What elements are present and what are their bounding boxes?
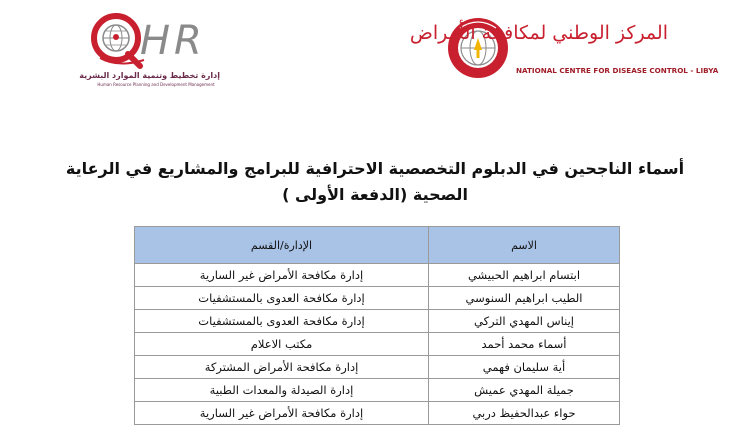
graduates-table — [134, 226, 620, 425]
hr-logo — [79, 8, 223, 88]
cell-name: إيناس المهدي التركي — [429, 310, 620, 333]
table-row — [135, 402, 620, 425]
table-header-row — [135, 227, 620, 264]
cell-department: إدارة الصيدلة والمعدات الطبية — [135, 379, 429, 402]
cell-department: إدارة مكافحة العدوى بالمستشفيات — [135, 287, 429, 310]
cell-department: إدارة مكافحة الأمراض المشتركة — [135, 356, 429, 379]
hr-logo-mark — [88, 8, 223, 70]
hr-letter-h: H — [140, 18, 171, 64]
table-row — [135, 310, 620, 333]
table-row — [135, 333, 620, 356]
cell-department: إدارة مكافحة العدوى بالمستشفيات — [135, 310, 429, 333]
cell-name: أية سليمان فهمي — [429, 356, 620, 379]
document-title-line-2: الصحية (الدفعة الأولى ) — [282, 185, 468, 204]
table-row — [135, 287, 620, 310]
cell-department: إدارة مكافحة الأمراض غير السارية — [135, 264, 429, 287]
ncdc-logo-english-text: NATIONAL CENTRE FOR DISEASE CONTROL - LIBYA — [516, 66, 719, 75]
cell-name: حواء عبدالحفيظ دربي — [429, 402, 620, 425]
cell-name: الطيب ابراهيم السنوسي — [429, 287, 620, 310]
hr-logo-arabic-text: إدارة تخطيط وتنمية الموارد البشرية — [79, 71, 220, 80]
cell-name: ابتسام ابراهيم الحبيشي — [429, 264, 620, 287]
column-header-department: الإدارة/القسم — [135, 227, 429, 264]
document-title — [60, 156, 690, 208]
ncdc-logo-arabic-text: المركز الوطني لمكافحة الأمراض — [409, 22, 668, 44]
cell-department: إدارة مكافحة الأمراض غير السارية — [135, 402, 429, 425]
ncdc-logo — [409, 16, 719, 82]
column-header-name: الاسم — [429, 227, 620, 264]
cell-department: مكتب الاعلام — [135, 333, 429, 356]
cell-name: جميلة المهدي عميش — [429, 379, 620, 402]
table-row — [135, 264, 620, 287]
hr-letter-r: R — [174, 18, 202, 64]
cell-name: أسماء محمد أحمد — [429, 333, 620, 356]
hr-logo-english-text: Human Resource Planning and Development Management — [97, 82, 215, 87]
table-row — [135, 356, 620, 379]
document-title-line-1: أسماء الناجحين في الدبلوم التخصصية الاحترافية للبرامج والمشاريع في الرعاية — [65, 159, 685, 178]
table-row — [135, 379, 620, 402]
